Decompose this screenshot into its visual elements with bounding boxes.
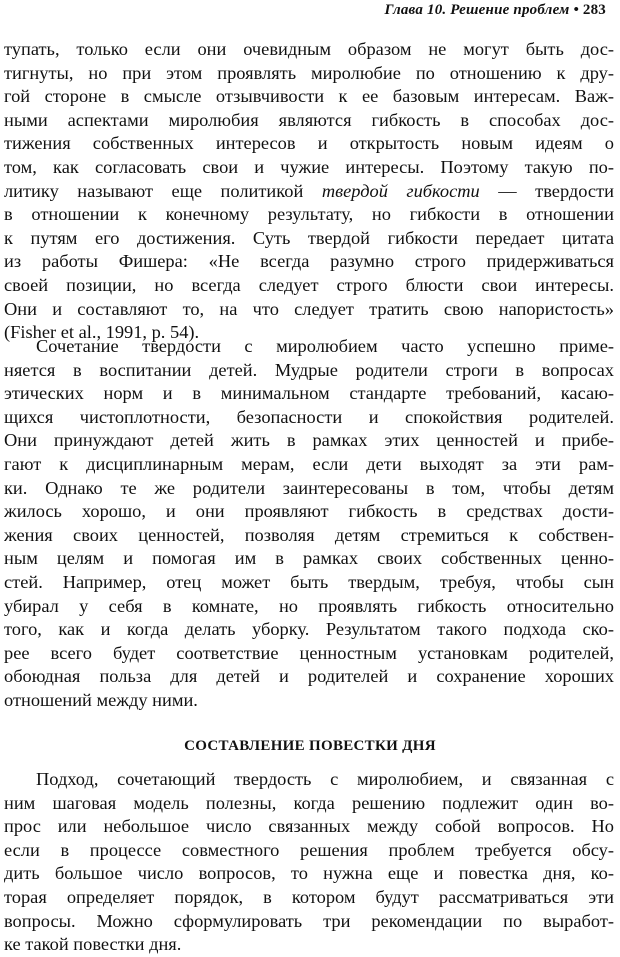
separator-bullet: • (573, 2, 579, 18)
text-line: жения своих ценностей, позволяя детям стремиться к собствен- (4, 524, 614, 545)
text-line: к путям его достижения. Суть твердой гибкости передает цитата (4, 227, 614, 248)
text-line: ными аспектами миролюбия являются гибкость в способах дос- (4, 109, 614, 130)
text-line: прос или небольшое число связанных между собой вопросов. Но (4, 816, 614, 837)
text-line: стей. Например, отец может быть твердым, требуя, чтобы сын (4, 571, 614, 592)
text-line: гой стороне в смысле отзывчивости к ее базовым интересам. Важ- (4, 86, 614, 107)
text-line: вопросы. Можно сформулировать три рекомендации по выработ- (4, 910, 614, 931)
text-line: гают к дисциплинарным мерам, если дети выходят за эти рам- (4, 453, 614, 474)
text-line: ке такой повестки дня. (4, 934, 182, 955)
text-line: ки. Однако те же родители заинтересованы в том, чтобы детям (4, 477, 614, 498)
text-line: дить большое число вопросов, то нужна еще и повестка дня, ко- (4, 863, 614, 884)
running-head (385, 2, 607, 19)
text-line: этических норм и в минимальном стандарте требований, касаю- (4, 383, 614, 404)
text-line: своей позиции, но всегда следует строго блюсти свои интересы. (4, 274, 614, 295)
text-line: в отношении к конечному результату, но гибкости в отношении (4, 204, 614, 225)
text-line-with-emphasis (4, 180, 614, 204)
text-line: Подход, сочетающий твердость с миролюбием, и связанная с (36, 769, 614, 789)
text-line: том, как согласовать свои и чужие интересы. Поэтому такую по- (4, 156, 614, 177)
page-number: 283 (582, 2, 606, 18)
paragraph-1 (4, 38, 614, 345)
text-line: из работы Фишера: «Не всегда разумно строго придерживаться (4, 251, 614, 272)
text-line: тупать, только если они очевидным образом не могут быть дос- (4, 39, 614, 59)
text-line: ным целям и помогая им в рамках своих собственных ценно- (4, 548, 614, 569)
paragraph-2 (4, 335, 614, 713)
text-line: обоюдная польза для детей и родителей и сохранение хороших (4, 666, 614, 687)
text-segment: литику называют еще политикой (4, 180, 304, 201)
text-line: рее всего будет соответствие ценностным установкам родителей, (4, 642, 614, 663)
text-line: Сочетание твердости с миролюбием часто успешно приме- (36, 336, 614, 356)
text-line: няется в воспитании детей. Мудрые родители строги в вопросах (4, 359, 614, 380)
emphasized-term: твердой гибкости (321, 180, 480, 201)
text-line: тигнуты, но при этом проявлять миролюбие по отношению к дру- (4, 62, 614, 83)
text-line: Они принуждают детей жить в рамках этих ценностей и прибе- (4, 430, 614, 451)
text-line: тижения собственных интересов и открытость новым идеям о (4, 133, 614, 154)
paragraph-3 (4, 768, 614, 957)
text-line: ним шаговая модель полезны, когда решению подлежит один во- (4, 792, 614, 813)
text-line: если в процессе совместного решения проблем требуется обсу- (4, 839, 614, 860)
text-line: отношений между ними. (4, 689, 198, 710)
text-line: жилось хорошо, и они проявляют гибкость в средствах дости- (4, 501, 614, 522)
text-segment: — твердости (498, 180, 614, 201)
text-line: того, как и когда делать уборку. Результатом такого подхода ско- (4, 619, 614, 640)
text-line: щихся чистоплотности, безопасности и спокойствия родителей. (4, 406, 614, 427)
text-line: убирал у себя в комнате, но проявлять гибкость относительно (4, 595, 614, 616)
text-line: торая определяет порядок, в котором будут рассматриваться эти (4, 886, 614, 907)
section-heading: СОСТАВЛЕНИЕ ПОВЕСТКИ ДНЯ (184, 738, 436, 754)
citation-line: (Fisher et al., 1991, p. 54). (4, 322, 200, 343)
chapter-title: Глава 10. Решение проблем (384, 2, 570, 18)
text-line: Они и составляют то, на что следует тратить свою напористость» (4, 298, 614, 319)
